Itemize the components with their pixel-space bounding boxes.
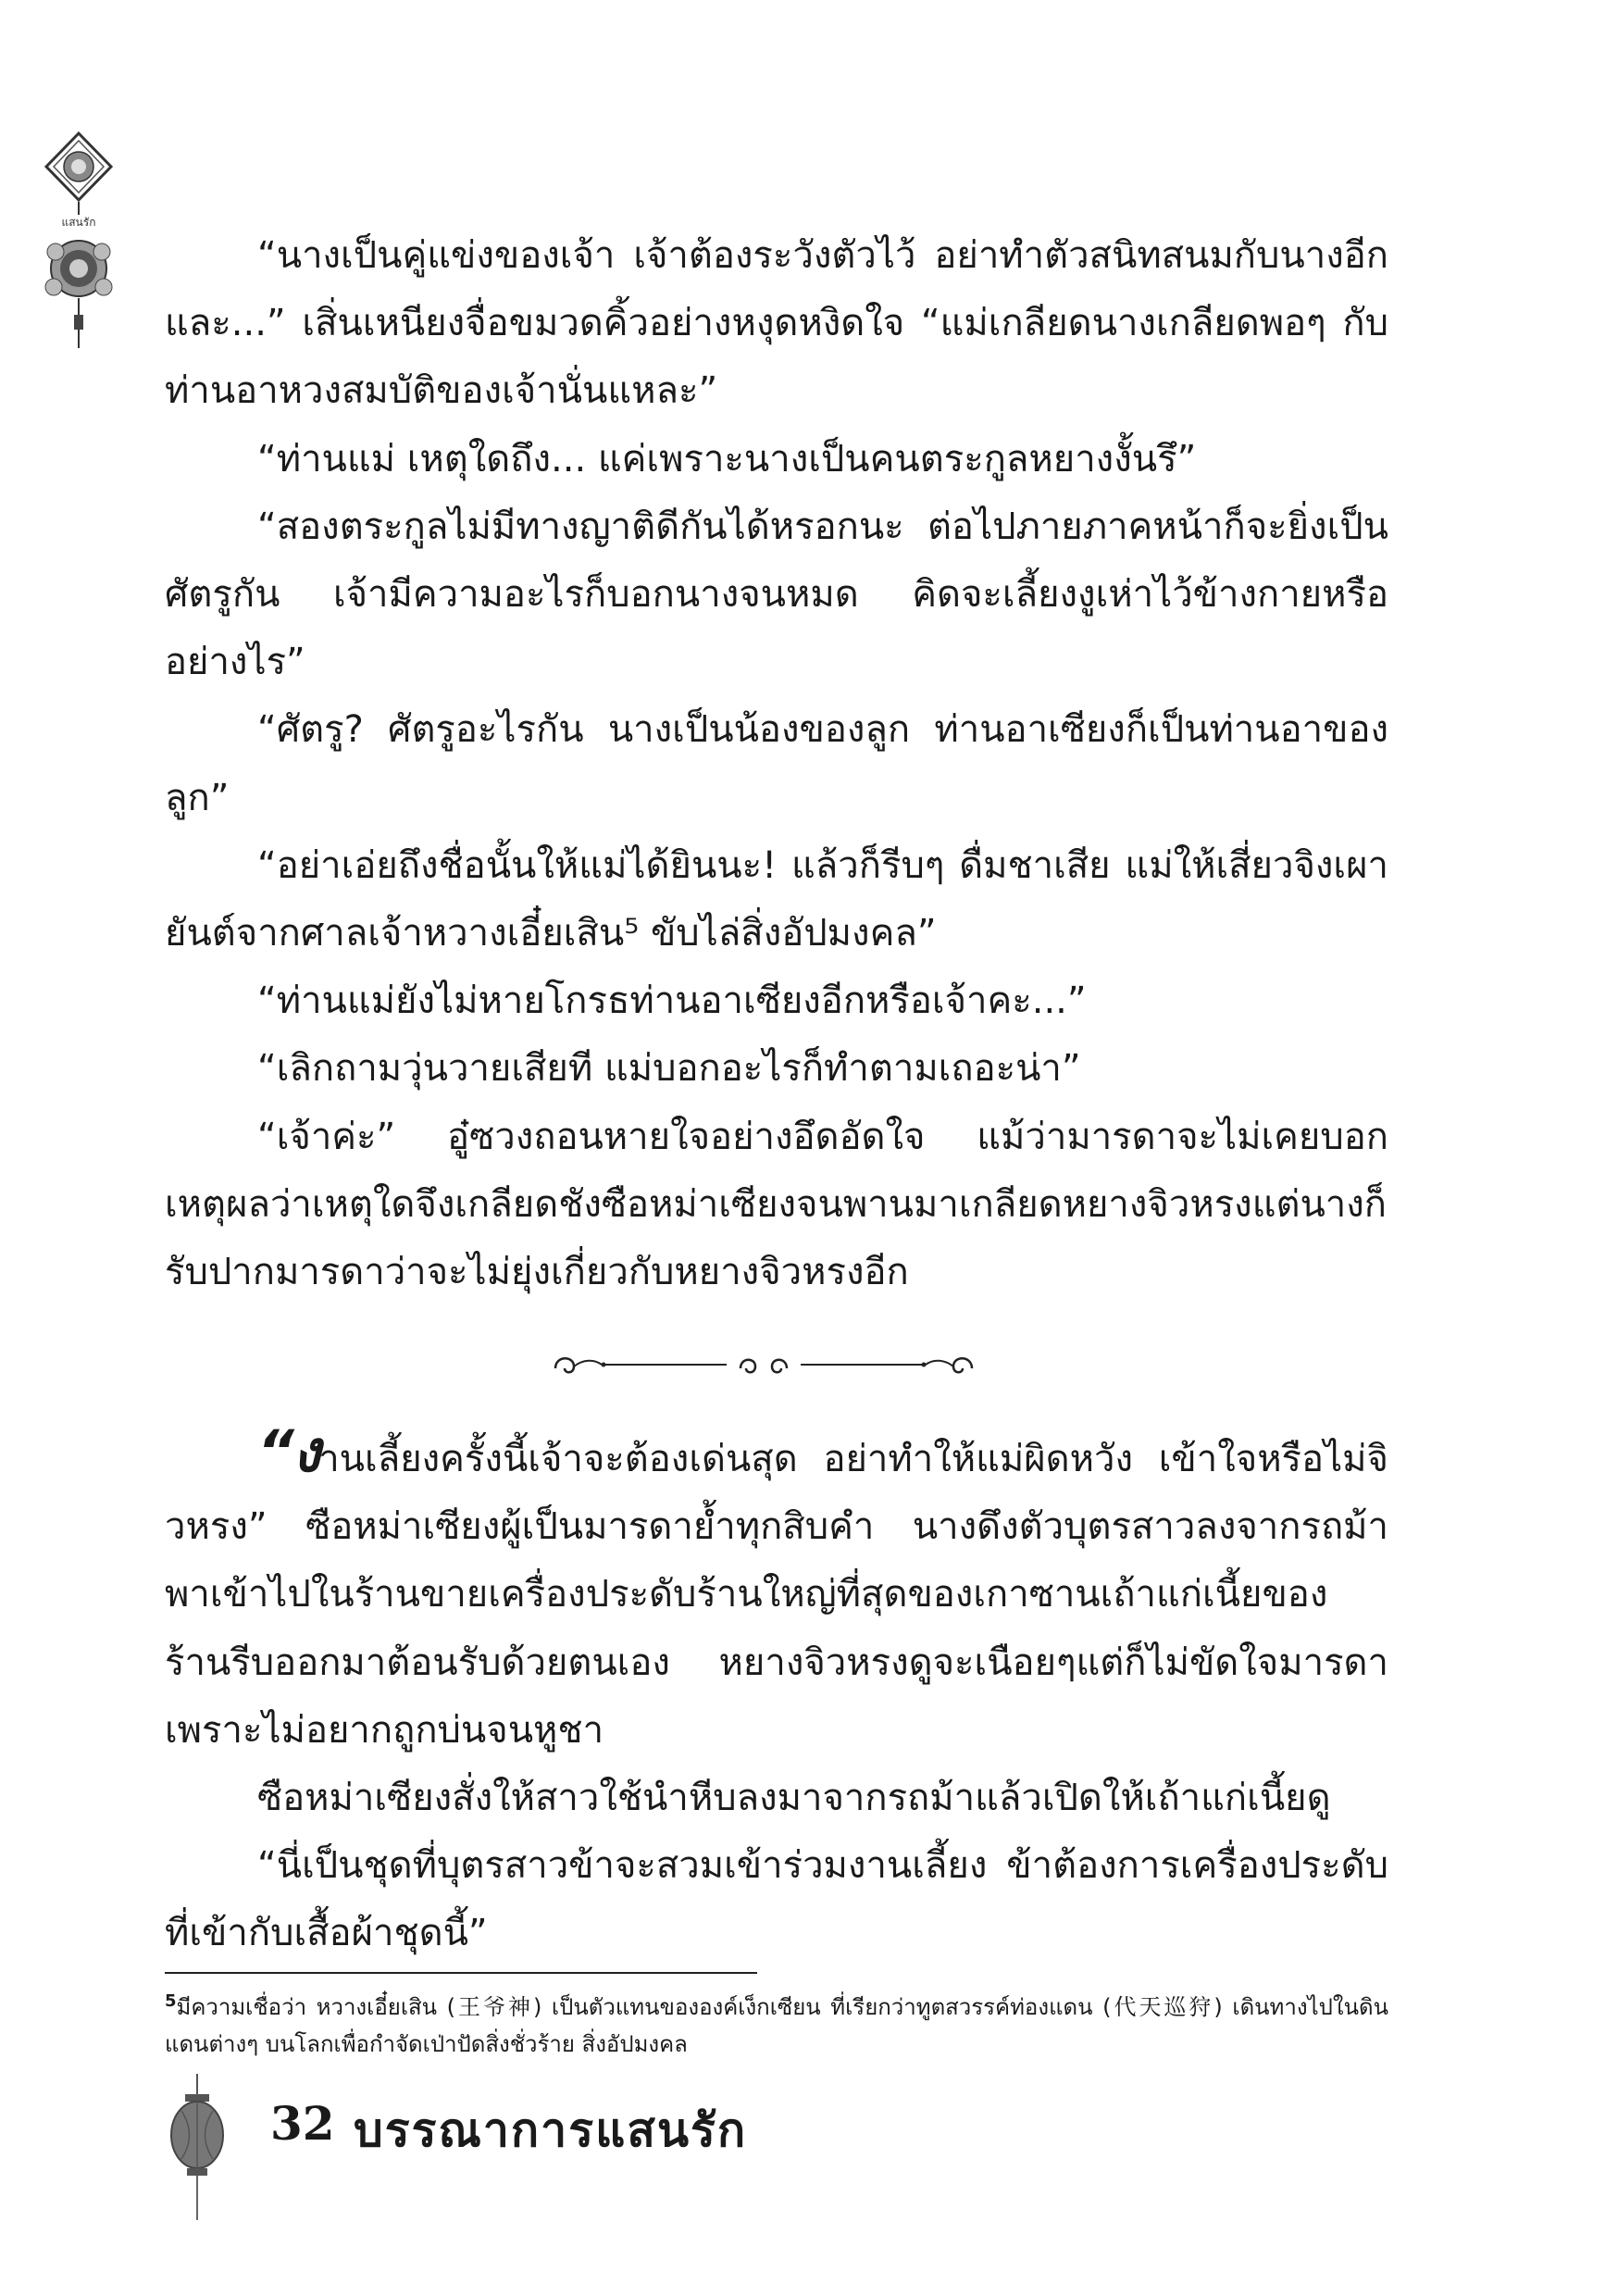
- footnote-marker: 5: [165, 1991, 177, 2011]
- paragraph-2: “ท่านแม่ เหตุใดถึง... แค่เพราะนางเป็นคนตระกูลหยางงั้นรึ”: [257, 437, 1197, 480]
- paragraph-opening: [165, 1417, 1388, 1765]
- paragraph-10: “นี่เป็นชุดที่บุตรสาวข้าจะสวมเข้าร่วมงานเลี้ยง ข้าต้องการเครื่องประดับที่เข้ากับเสื้อผ้าชุดนี้”: [165, 1844, 1388, 1955]
- paragraph-9: ซือหม่าเซียงสั่งให้สาวใช้นำหีบลงมาจากรถม้าแล้วเปิดให้เถ้าแก่เนี้ยดู: [257, 1777, 1331, 1820]
- footnote-divider: [165, 1972, 757, 1974]
- body-text-section-2: [165, 1417, 1388, 1968]
- paragraph-8: “เจ้าค่ะ” อู๋ซวงถอนหายใจอย่างอึดอัดใจ แม้ว่ามารดาจะไม่เคยบอกเหตุผลว่าเหตุใดจึงเกลียดชังซือหม่าเซียงจนพานมาเกลียดหยางจิวหรงแต่นางก็รับปากมารดาว่าจะไม่ยุ่งเกี่ยวกับหยางจิวหรงอีก: [165, 1115, 1388, 1294]
- scene-break-ornament-icon: [546, 1342, 981, 1389]
- footnote-text: มีความเชื่อว่า หวางเอี๋ยเสิน (王爷神) เป็นตัวแทนขององค์เง็กเซียน ที่เรียกว่าทูตสวรรค์ท่องแดน (代天巡狩) เดินทางไปในดินแดนต่างๆ บนโลกเพื่อกำจัดเป่าปัดสิ่งชั่วร้าย สิ่งอัปมงคล: [165, 1994, 1388, 2057]
- paragraph-7: “เลิกถามวุ่นวายเสียที แม่บอกอะไรก็ทำตามเถอะน่า”: [257, 1047, 1081, 1091]
- emblem-label: แสนรัก: [61, 216, 96, 229]
- paragraph-1: “นางเป็นคู่แข่งของเจ้า เจ้าต้องระวังตัวไว้ อย่าทำตัวสนิทสนมกับนางอีก และ...” เสิ่นเหนียงจื่อขมวดคิ้วอย่างหงุดหงิดใจ “แม่เกลียดนางเกลียดพอๆ กับท่านอาหวงสมบัติของเจ้านั่นแหละ”: [165, 234, 1388, 413]
- book-title: บรรณาการแสนรัก: [354, 2103, 748, 2157]
- paragraph-3: “สองตระกูลไม่มีทางญาติดีกันได้หรอกนะ ต่อไปภายภาคหน้าก็จะยิ่งเป็นศัตรูกัน เจ้ามีความอะไรก็บอกนางจนหมด คิดจะเลี้ยงงูเห่าไว้ข้างกายหรืออย่างไร”: [165, 505, 1388, 684]
- paragraph-4: “ศัตรู? ศัตรูอะไรกัน นางเป็นน้องของลูก ท่านอาเซียงก็เป็นท่านอาของลูก”: [165, 708, 1388, 819]
- drop-cap: “ง: [257, 1417, 319, 1485]
- lantern-icon: [165, 2074, 230, 2222]
- paragraph-6: “ท่านแม่ยังไม่หายโกรธท่านอาเซียงอีกหรือเจ้าคะ...”: [257, 980, 1087, 1023]
- ornament-emblem-icon: [37, 130, 120, 352]
- body-text-section-1: [165, 222, 1388, 1306]
- footnote: [165, 1983, 1388, 2063]
- paragraph-5: “อย่าเอ่ยถึงชื่อนั้นให้แม่ได้ยินนะ! แล้วก็รีบๆ ดื่มชาเสีย แม่ให้เสี่ยวจิงเผายันต์จากศาลเจ้าหวางเอี๋ยเสิน⁵ ขับไล่สิ่งอัปมงคล”: [165, 843, 1388, 955]
- opening-text: านเลี้ยงครั้งนี้เจ้าจะต้องเด่นสุด อย่าทำให้แม่ผิดหวัง เข้าใจหรือไม่จิวหรง” ซือหม่าเซียงผู้เป็นมารดาย้ำทุกสิบคำ นางดึงตัวบุตรสาวลงจากรถม้า พาเข้าไปในร้านขายเครื่องประดับร้านใหญ่ที่สุดของเกาซานเถ้าแก่เนี้ยของร้านรีบออกมาต้อนรับด้วยตนเอง หยางจิวหรงดูจะเนือยๆแต่ก็ไม่ขัดใจมารดาเพราะไม่อยากถูกบ่นจนหูชา: [165, 1438, 1388, 1752]
- page-number: 32: [270, 2096, 335, 2151]
